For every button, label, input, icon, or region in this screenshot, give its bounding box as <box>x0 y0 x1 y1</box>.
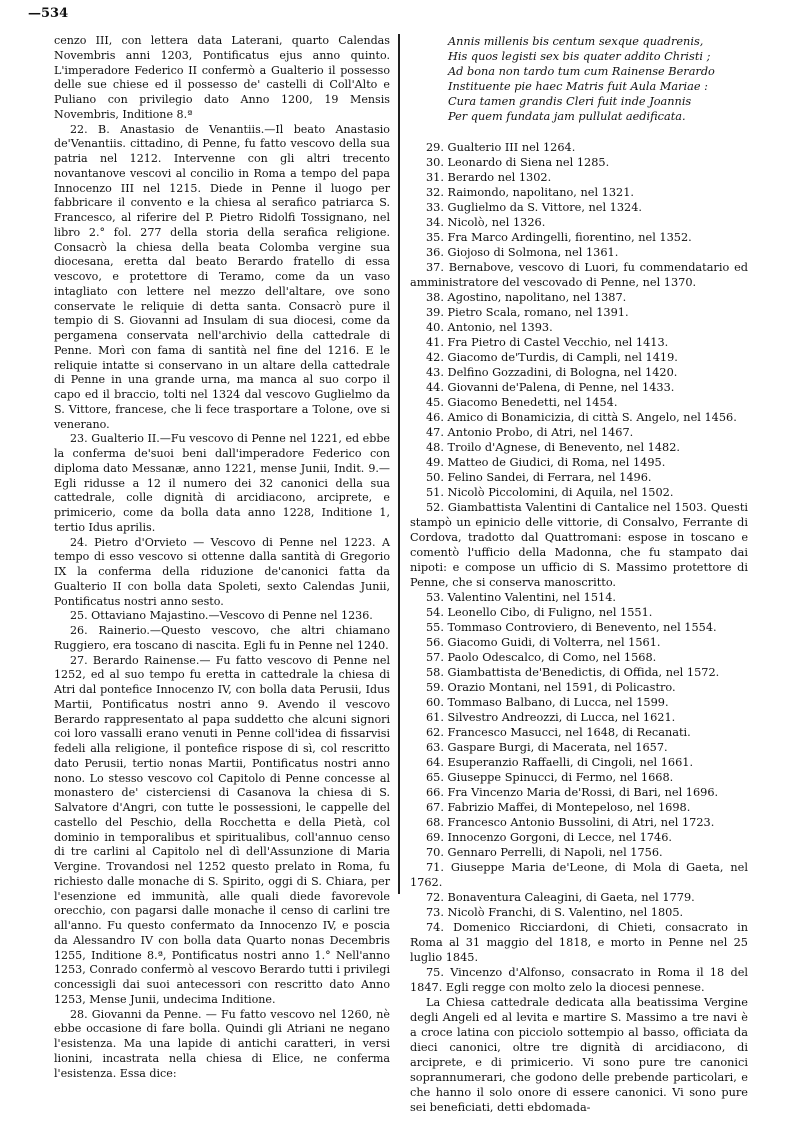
bishop-list-item: 62. Francesco Masucci, nel 1648, di Recanati. <box>426 726 691 739</box>
bishop-list-item: 72. Bonaventura Caleagini, di Gaeta, nel 1779. <box>426 891 695 904</box>
bishop-list-item: 39. Pietro Scala, romano, nel 1391. <box>426 306 629 319</box>
bishop-list-item: 32. Raimondo, napolitano, nel 1321. <box>426 186 634 199</box>
verse-line: Cura tamen grandis Cleri fuit inde Joannis <box>448 95 692 108</box>
bishop-list-item: 68. Francesco Antonio Bussolini, di Atri, nel 1723. <box>426 816 715 829</box>
bishop-list-item: 53. Valentino Valentini, nel 1514. <box>426 591 616 604</box>
bishop-list-item: 75. Vincenzo d'Alfonso, consacrato in Roma il 18 del 1847. Egli regge con molto zelo la diocesi pennese. <box>410 966 748 994</box>
bishop-list-item: 35. Fra Marco Ardingelli, fiorentino, nel 1352. <box>426 231 692 244</box>
verse-line: His quos legisti sex bis quater addito Christi ; <box>448 50 711 63</box>
paragraph-bishop-26: 26. Rainerio.—Questo vescovo, che altri chiamano Ruggiero, era toscano di nascita. Egli fu in Penne nel 1240. <box>54 624 390 652</box>
paragraph-continuation: cenzo III, con lettera data Laterani, quarto Calendas Novembris anni 1203, Pontificatus ejus anno quinto. L'imperadore Federico II confermò a Gualterio il possesso delle sue chiese ed il possesso de' castelli di Coll'Alto e Puliano con privilegio dato Anno 1200, 19 Mensis Novembris, Inditione 8.ª <box>54 34 390 121</box>
bishop-list-item: 63. Gaspare Burgi, di Macerata, nel 1657. <box>426 741 668 754</box>
bishop-list-item: 67. Fabrizio Maffei, di Montepeloso, nel 1698. <box>426 801 691 814</box>
bishop-list-item: 70. Gennaro Perrelli, di Napoli, nel 1756. <box>426 846 663 859</box>
right-column <box>410 34 748 1115</box>
bishop-list-item: 66. Fra Vincenzo Maria de'Rossi, di Bari, nel 1696. <box>426 786 719 799</box>
bishop-list-item: 46. Amico di Bonamicizia, di città S. Angelo, nel 1456. <box>426 411 737 424</box>
paragraph-bishop-25: 25. Ottaviano Majastino.—Vescovo di Penne nel 1236. <box>70 609 373 623</box>
verse-line: Annis millenis bis centum sexque quadrenis, <box>448 35 704 48</box>
bishop-list-item: 59. Orazio Montani, nel 1591, di Policastro. <box>426 681 676 694</box>
bishop-list-item: 55. Tommaso Controviero, di Benevento, nel 1554. <box>426 621 717 634</box>
bishop-list-item: 38. Agostino, napolitano, nel 1387. <box>426 291 627 304</box>
paragraph-bishop-23: 23. Gualterio II.—Fu vescovo di Penne nel 1221, ed ebbe la conferma de'suoi beni dall'imperadore Federico con diploma dato Messanæ, anno 1221, mense Junii, Indit. 9.— Egli ridusse a 12 il numero dei 32 canonici della sua cattedrale, colle dignità di arcidiacono, arciprete, e primicerio, come da bolla data anno 1228, Inditione 1, tertio Idus aprilis. <box>54 432 390 534</box>
bishop-list-item: 49. Matteo de Giudici, di Roma, nel 1495. <box>426 456 666 469</box>
bishop-list-item: 61. Silvestro Andreozzi, di Lucca, nel 1621. <box>426 711 676 724</box>
bishop-list-item: 33. Guglielmo da S. Vittore, nel 1324. <box>426 201 643 214</box>
bishop-list-item: 40. Antonio, nel 1393. <box>426 321 553 334</box>
left-column <box>54 34 390 1081</box>
bishop-list-item: 44. Giovanni de'Palena, di Penne, nel 1433. <box>426 381 675 394</box>
bishop-list-item: 42. Giacomo de'Turdis, di Campli, nel 1419. <box>426 351 678 364</box>
paragraph-cathedral: La Chiesa cattedrale dedicata alla beatissima Vergine degli Angeli ed al levita e martire S. Massimo a tre navi è a croce latina con picciolo sottempio al basso, officiata da dieci canonici, oltre tre dignità di arcidiacono, di arciprete, e di primicerio. Vi sono pure tre canonici soprannumerari, che godono delle prebende particolari, e che hanno il solo onore di essere canonici. Vi sono pure sei beneficiati, detti ebdomada- <box>410 996 748 1114</box>
bishop-list-item: 56. Giacomo Guidi, di Volterra, nel 1561. <box>426 636 661 649</box>
bishop-list-item: 43. Delfino Gozzadini, di Bologna, nel 1420. <box>426 366 678 379</box>
bishop-list-item: 41. Fra Pietro di Castel Vecchio, nel 1413. <box>426 336 669 349</box>
paragraph-bishop-27: 27. Berardo Rainense.— Fu fatto vescovo di Penne nel 1252, ed al suo tempo fu eretta in cattedrale la chiesa di Atri dal pontefice Innocenzo IV, con bolla data Perusii, Idus Martii, Pontificatus nostri anno 9. Avendo il vescovo Berardo rappresentato al papa suddetto che alcuni signori coi loro vassalli erano venuti in Penne coll'idea di fissarvisi fedeli alla religione, il pontefice rispose di sì, col rescritto dato Perusii, tertio nonas Martii, Pontificatus nostri anno nono. Lo stesso vescovo col Capitolo di Penne concesse al monastero de' cisterciensi di Casanova la chiesa di S. Salvatore d'Angri, con tutte le possessioni, le cappelle del castello del Peschio, della Rocchetta e della Pietà, col dominio in temporalibus et spiritualibus, coll'annuo censo di tre carlini al Capitolo nel dì dell'Assunzione di Maria Vergine. Trovandosi nel 1252 questo prelato in Roma, fu richiesto dalle monache di S. Spirito, oggi di S. Chiara, per l'esenzione ed immunità, alle quali diede favorevole orecchio, con pagarsi dalle monache il censo di carlini tre all'anno. Fu questo confermato da Innocenzo IV, e poscia da Alessandro IV con bolla data Quarto nonas Decembris 1255, Inditione 8.ª, Pontificatus nostri anno 1.° Nell'anno 1253, Conrado confermò al vescovo Berardo tutti i privilegi concessigli dai suoi antecessori con rescritto dato Anno 1253, Mense Junii, undecima Inditione. <box>54 653 390 1006</box>
paragraph-bishop-24: 24. Pietro d'Orvieto — Vescovo di Penne nel 1223. A tempo di esso vescovo si ottenne dalla santità di Gregorio IX la conferma della riduzione de'canonici fatta da Gualterio II con bolla data Spoleti, sexto Calendas Junii, Pontificatus nostri anno sesto. <box>54 535 390 608</box>
bishop-list <box>410 140 748 995</box>
page-number: —534 <box>28 6 69 21</box>
bishop-list-item: 57. Paolo Odescalco, di Como, nel 1568. <box>426 651 657 664</box>
bishop-list-item: 54. Leonello Cibo, di Fuligno, nel 1551. <box>426 606 653 619</box>
bishop-list-item: 64. Esuperanzio Raffaelli, di Cingoli, nel 1661. <box>426 756 694 769</box>
bishop-list-item: 37. Bernabove, vescovo di Luori, fu commendatario ed amministratore del vescovado di Penne, nel 1370. <box>410 261 748 289</box>
bishop-list-item: 29. Gualterio III nel 1264. <box>426 141 576 154</box>
bishop-list-item: 34. Nicolò, nel 1326. <box>426 216 546 229</box>
column-divider <box>398 34 400 894</box>
paragraph-bishop-28: 28. Giovanni da Penne. — Fu fatto vescovo nel 1260, nè ebbe occasione di fare bolla. Quindi gli Atriani ne negano l'esistenza. Ma una lapide di antichi caratteri, in versi lionini, incastrata nella chiesa di Elice, ne conferma l'esistenza. Essa dice: <box>54 1007 390 1080</box>
bishop-list-item: 45. Giacomo Benedetti, nel 1454. <box>426 396 618 409</box>
bishop-list-item: 58. Giambattista de'Benedictis, di Offida, nel 1572. <box>426 666 720 679</box>
bishop-list-item: 50. Felino Sandei, di Ferrara, nel 1496. <box>426 471 652 484</box>
bishop-list-item: 73. Nicolò Franchi, di S. Valentino, nel 1805. <box>426 906 684 919</box>
verse-line: Instituente pie haec Matris fuit Aula Mariae : <box>448 80 708 93</box>
bishop-list-item: 30. Leonardo di Siena nel 1285. <box>426 156 610 169</box>
bishop-list-item: 36. Giojoso di Solmona, nel 1361. <box>426 246 619 259</box>
paragraph-bishop-22: 22. B. Anastasio de Venantiis.—Il beato Anastasio de'Venantiis. cittadino, di Penne, fu fatto vescovo della sua patria nel 1212. Intervenne con gli altri trecento novantanove vescovi al concilio in Roma a tempo del papa Innocenzo III nel 1215. Diede in Penne il luogo per fabbricare il convento e la chiesa al serafico patriarca S. Francesco, al riferire del P. Pietro Ridolfi Tossignano, nel libro 2.° fol. 277 della storia della serafica religione. Consacrò la chiesa della beata Colomba vergine sua diocesana, eretta dal beato Berardo fratello di essa vescovo, e protettore di Teramo, come da un vaso intagliato con lettere nel mezzo dell'altare, ove sono conservate le reliquie di detta santa. Consacrò pure il tempio di S. Giovanni ad Insulam di sua diocesi, come da pergamena conservata nell'archivio della cattedrale di Penne. Morì con fama di santità nel fine del 1216. E le reliquie intatte si conservano in un altare della cattedrale di Penne in una grande urna, ma manca al suo corpo il capo ed il braccio, tolti nel 1324 dal vescovo Guglielmo da S. Vittore, francese, che li fece trasportare a Tolone, ove si venerano. <box>54 122 390 431</box>
bishop-list-item: 52. Giambattista Valentini di Cantalice nel 1503. Questi stampò un epinicio delle vittorie, di Consalvo, Ferrante di Cordova, tradotto dal Quattromani: espose in toscano e comentò l'ufficio della Madonna, che fu stampato dai nipoti: e compose un ufficio di S. Massimo protettore di Penne, che si conserva manoscritto. <box>410 501 748 589</box>
bishop-list-item: 69. Innocenzo Gorgoni, di Lecce, nel 1746. <box>426 831 672 844</box>
bishop-list-item: 60. Tommaso Balbano, di Lucca, nel 1599. <box>426 696 669 709</box>
bishop-list-item: 71. Giuseppe Maria de'Leone, di Mola di Gaeta, nel 1762. <box>410 861 748 889</box>
bishop-list-item: 74. Domenico Ricciardoni, di Chieti, consacrato in Roma al 31 maggio del 1818, e morto in Penne nel 25 luglio 1845. <box>410 921 748 964</box>
bishop-list-item: 51. Nicolò Piccolomini, di Aquila, nel 1502. <box>426 486 674 499</box>
verse-line: Ad bona non tardo tum cum Rainense Berardo <box>448 65 715 78</box>
bishop-list-item: 65. Giuseppe Spinucci, di Fermo, nel 1668. <box>426 771 674 784</box>
bishop-list-item: 31. Berardo nel 1302. <box>426 171 552 184</box>
latin-inscription <box>410 34 748 124</box>
verse-line: Per quem fundata jam pullulat aedificata. <box>448 110 686 123</box>
bishop-list-item: 48. Troilo d'Agnese, di Benevento, nel 1482. <box>426 441 681 454</box>
bishop-list-item: 47. Antonio Probo, di Atri, nel 1467. <box>426 426 634 439</box>
